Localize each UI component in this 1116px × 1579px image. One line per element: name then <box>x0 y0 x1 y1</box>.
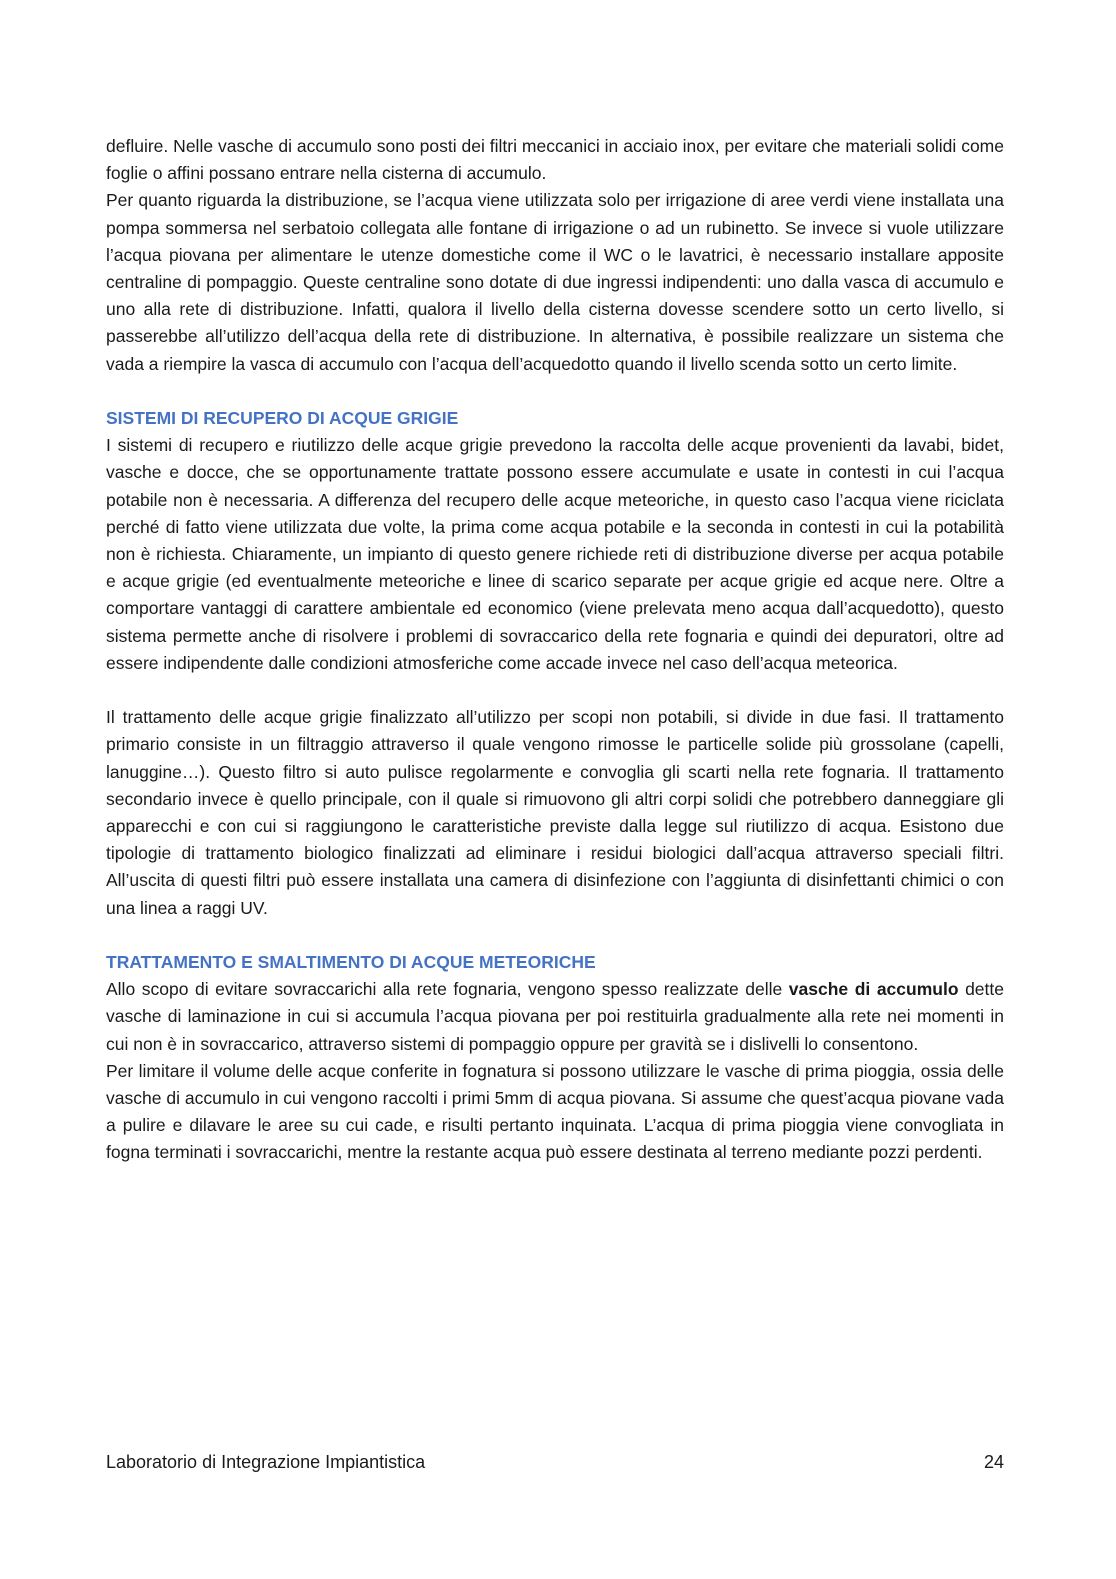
spacer <box>106 677 1004 704</box>
paragraph-filtri: defluire. Nelle vasche di accumulo sono posti dei filtri meccanici in acciaio inox, per evitare che materiali solidi come foglie o affini possano entrare nella cisterna di accumulo. <box>106 136 1004 184</box>
footer-title: Laboratorio di Integrazione Impiantistica <box>106 1452 426 1472</box>
page-number: 24 <box>983 1452 1004 1472</box>
text-run: Allo scopo di evitare sovraccarichi alla rete fognaria, vengono spesso realizzate delle <box>106 979 789 1000</box>
section-heading-acque-grigie: SISTEMI DI RECUPERO DI ACQUE GRIGIE <box>106 408 459 429</box>
text-run: dette vasche di laminazione in cui si accumula l’acqua piovana per poi restituirla gradualmente alla rete nei momenti in cui non è in sovraccarico, attraverso sistemi di pompaggio oppure per gravità se i dislivelli lo consentono. <box>106 979 1004 1054</box>
paragraph-acque-grigie: I sistemi di recupero e riutilizzo delle acque grigie prevedono la raccolta delle acque provenienti da lavabi, bidet, vasche e docce, che se opportunamente trattate possono essere accumulate e usate in contesti in cui l’acqua potabile non è necessaria. A differenza del recupero delle acque meteoriche, in questo caso l’acqua viene riciclata perché di fatto viene utilizzata due volte, la prima come acqua potabile e la seconda in contesti in cui la potabilità non è richiesta. Chiaramente, un impianto di questo genere richiede reti di distribuzione diverse per acqua potabile e acque grigie (ed eventualmente meteoriche e linee di scarico separate per acque grigie ed acque nere. Oltre a comportare vantaggi di carattere ambientale ed economico (viene prelevata meno acqua dall’acquedotto), questo sistema permette anche di risolvere i problemi di sovraccarico della rete fognaria e quindi dei depuratori, oltre ad essere indipendente dalle condizioni atmosferiche come accade invece nel caso dell’acqua meteorica. <box>106 435 1004 673</box>
page-footer <box>106 1449 1004 1475</box>
paragraph-trattamento: Il trattamento delle acque grigie finalizzato all’utilizzo per scopi non potabili, si divide in due fasi. Il trattamento primario consiste in un filtraggio attraverso il quale vengono rimosse le particelle solide più grossolane (capelli, lanuggine…). Questo filtro si auto pulisce regolarmente e convoglia gli scarti nella rete fognaria. Il trattamento secondario invece è quello principale, con il quale si rimuovono gli altri corpi solidi che potrebbero danneggiare gli apparecchi e con cui si raggiungono le caratteristiche previste dalla legge sul riutilizzo di acqua. Esistono due tipologie di trattamento biologico finalizzati ad eliminare i residui biologici dall’acqua attraverso speciali filtri. All’uscita di questi filtri può essere installata una camera di disinfezione con l’aggiunta di disinfettanti chimici o con una linea a raggi UV. <box>106 707 1004 918</box>
bold-term: vasche di accumulo <box>788 979 959 1000</box>
spacer <box>106 378 1004 405</box>
paragraph-vasche-laminazione <box>106 976 1004 1058</box>
section-heading-acque-meteoriche: TRATTAMENTO E SMALTIMENTO DI ACQUE METEORICHE <box>106 952 596 973</box>
spacer <box>106 922 1004 949</box>
paragraph-distribuzione: Per quanto riguarda la distribuzione, se l’acqua viene utilizzata solo per irrigazione di aree verdi viene installata una pompa sommersa nel serbatoio collegata alle fontane di irrigazione o ad un rubinetto. Se invece si vuole utilizzare l’acqua piovana per alimentare le utenze domestiche come il WC o le lavatrici, è necessario installare apposite centraline di pompaggio. Queste centraline sono dotate di due ingressi indipendenti: uno dalla vasca di accumulo e uno alla rete di distribuzione. Infatti, qualora il livello della cisterna dovesse scendere sotto un certo livello, si passerebbe all’utilizzo dell’acqua della rete di distribuzione. In alternativa, è possibile realizzare un sistema che vada a riempire la vasca di accumulo con l’acqua dell’acquedotto quando il livello scenda sotto un certo limite. <box>106 190 1004 374</box>
paragraph-prima-pioggia: Per limitare il volume delle acque conferite in fognatura si possono utilizzare le vasche di prima pioggia, ossia delle vasche di accumulo in cui vengono raccolti i primi 5mm di acqua piovana. Si assume che quest’acqua piovane vada a pulire e dilavare le aree su cui cade, e risulti pertanto inquinata. L’acqua di prima pioggia viene convogliata in fogna terminati i sovraccarichi, mentre la restante acqua può essere destinata al terreno mediante pozzi perdenti. <box>106 1060 1004 1163</box>
document-body <box>106 133 1004 1167</box>
